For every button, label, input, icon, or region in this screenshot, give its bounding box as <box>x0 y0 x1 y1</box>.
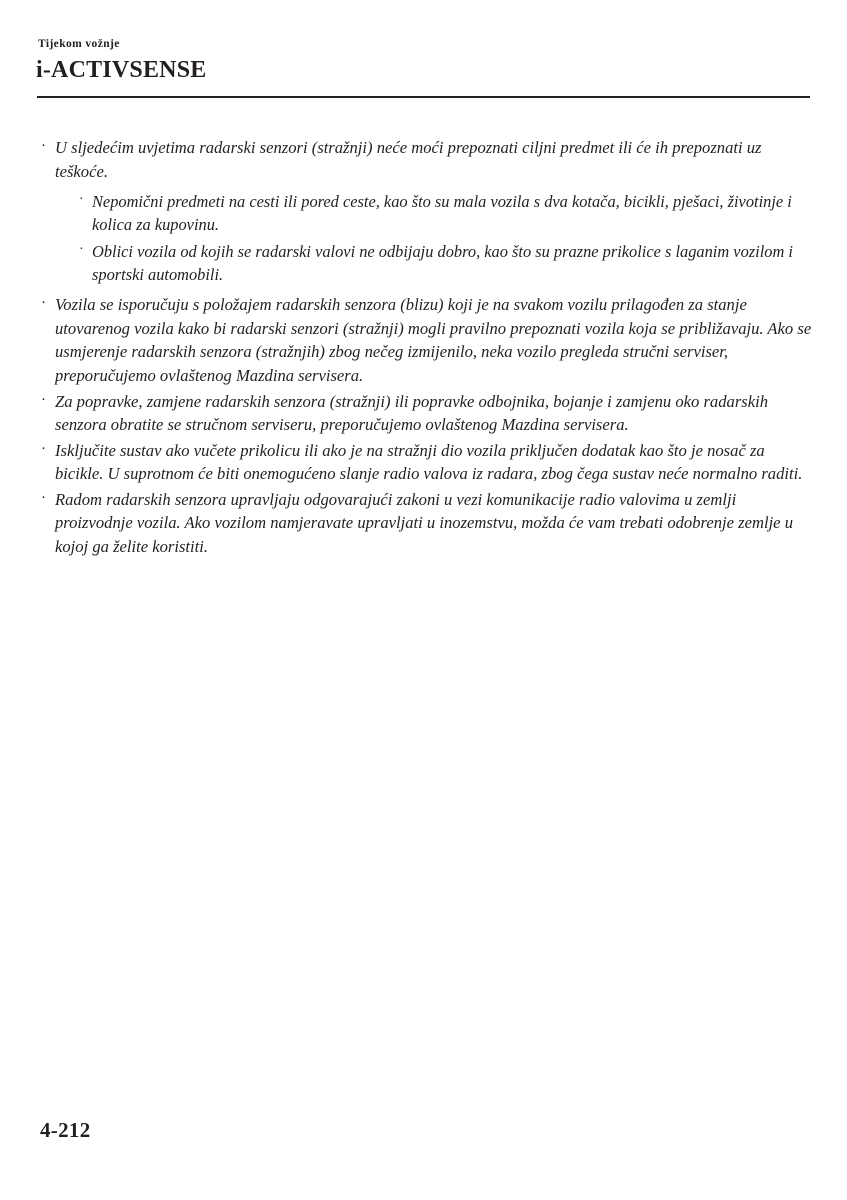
list-item <box>37 390 813 437</box>
page-title: i-ACTIVSENSE <box>36 57 207 83</box>
bullet-icon: · <box>41 295 46 312</box>
list-item <box>37 136 813 286</box>
list-item-text: U sljedećim uvjetima radarski senzori (stražnji) neće moći prepoznati ciljni predmet ili će ih prepoznati uz teškoće. <box>55 138 762 181</box>
list-item <box>37 439 813 486</box>
page-number: 4-212 <box>40 1118 91 1142</box>
bullet-icon: · <box>41 440 46 457</box>
list-item-text: Nepomični predmeti na cesti ili pored ceste, kao što su mala vozila s dva kotača, bicikli, pješaci, životinje i kolica za kupovinu. <box>92 192 792 235</box>
list-item-text: Za popravke, zamjene radarskih senzora (stražnji) ili popravke odbojnika, bojanje i zamjenu oko radarskih senzora obratite se stručnom serviseru, preporučujemo ovlaštenog Mazdina servisera. <box>55 391 769 435</box>
header-divider <box>37 96 810 98</box>
list-item-text: Isključite sustav ako vučete prikolicu ili ako je na stražnji dio vozila priključen dodatak kao što je nosač za bicikle. U suprotnom će biti onemogućeno slanje radio valova iz radara, zbog čega sustav neće normalno raditi. <box>55 440 803 484</box>
bullet-icon: · <box>79 192 84 208</box>
bullet-icon: · <box>41 489 46 506</box>
list-item <box>37 488 813 559</box>
list-item-text: Radom radarskih senzora upravljaju odgovarajući zakoni u vezi komunikacije radio valovima u zemlji proizvodnje vozila. Ako vozilom namjeravate upravljati u inozemstvu, možda će vam trebati odobrenje zemlje u kojoj ga želite koristiti. <box>55 489 793 556</box>
list-item-text: Oblici vozila od kojih se radarski valovi ne odbijaju dobro, kao što su prazne prikolice s laganim vozilom i sportski automobili. <box>92 241 793 285</box>
list-item-text: Vozila se isporučuju s položajem radarskih senzora (blizu) koji je na svakom vozilu prilagođen za stanje utovarenog vozila kako bi radarski senzori (stražnji) mogli pravilno prepoznati vozila koja se približavaju. Ako se usmjerenje radarskih senzora (stražnjih) zbog nečeg izmijenilo, neka vozilo pregleda stručni serviser, preporučujemo ovlaštenog Mazdina servisera. <box>55 295 812 385</box>
bullet-icon: · <box>41 138 46 154</box>
list-item <box>77 190 813 237</box>
body-content <box>37 136 813 561</box>
sub-bullet-list <box>55 190 813 286</box>
bullet-list <box>37 136 813 559</box>
bullet-icon: · <box>41 391 46 408</box>
list-item <box>37 293 813 387</box>
bullet-icon: · <box>79 241 84 257</box>
chapter-label: Tijekom vožnje <box>38 38 120 50</box>
list-item <box>77 240 813 287</box>
